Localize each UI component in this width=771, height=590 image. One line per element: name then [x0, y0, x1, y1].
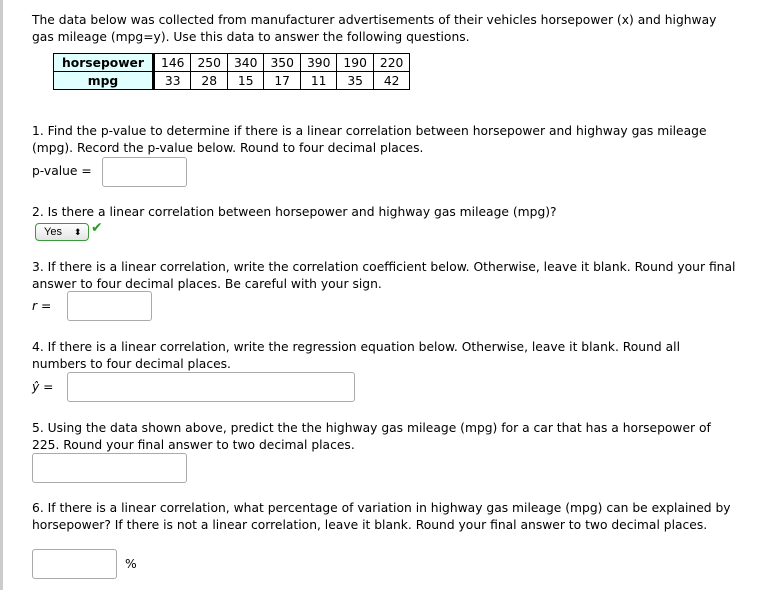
select-value: Yes [44, 226, 62, 238]
p-value-label: p-value = [32, 164, 92, 178]
y-hat-label: ŷ = [32, 380, 54, 394]
correlation-select[interactable] [35, 223, 89, 241]
question-6: 6. If there is a linear correlation, what percentage of variation in highway gas mileage (mpg) can be explained by horsepower? If there is not a linear correlation, leave it blank. Round your final answer to two decimal places. [32, 501, 731, 532]
p-value-input[interactable] [102, 157, 187, 187]
row-header: mpg [54, 72, 154, 90]
cell: 390 [300, 54, 336, 72]
r-label: r = [32, 299, 52, 313]
regression-equation-input[interactable] [67, 372, 355, 402]
cell: 250 [191, 54, 227, 72]
cell: 350 [264, 54, 300, 72]
cell: 11 [300, 72, 336, 90]
table-row [54, 54, 410, 72]
question-1: 1. Find the p-value to determine if there is a linear correlation between horsepower and highway gas mileage (mpg). Record the p-value below. Round to four decimal places. [32, 124, 707, 155]
percentage-input[interactable] [32, 549, 117, 579]
question-4: 4. If there is a linear correlation, write the regression equation below. Otherwise, leave it blank. Round all numbers to four decimal places. [32, 340, 680, 371]
intro-text: The data below was collected from manufacturer advertisements of their vehicles horsepower (x) and highway gas mileage (mpg=y). Use this data to answer the following questions. [32, 13, 717, 44]
percent-unit: % [125, 557, 137, 571]
table-row [54, 72, 410, 90]
cell: 33 [154, 72, 191, 90]
cell: 340 [227, 54, 263, 72]
cell: 28 [191, 72, 227, 90]
row-header: horsepower [54, 54, 154, 72]
correct-check-icon: ✔ [91, 220, 103, 236]
cell: 220 [373, 54, 409, 72]
question-2: 2. Is there a linear correlation between horsepower and highway gas mileage (mpg)? [32, 205, 557, 219]
question-5: 5. Using the data shown above, predict the the highway gas mileage (mpg) for a car that has a horsepower of 225. Round your final answer to two decimal places. [32, 421, 711, 452]
cell: 42 [373, 72, 409, 90]
prediction-input[interactable] [32, 453, 187, 483]
cell: 146 [154, 54, 191, 72]
left-border [0, 0, 3, 590]
cell: 17 [264, 72, 300, 90]
r-input[interactable] [67, 291, 152, 321]
data-table [53, 53, 410, 90]
cell: 15 [227, 72, 263, 90]
question-3: 3. If there is a linear correlation, write the correlation coefficient below. Otherwise, leave it blank. Round your final answer to four decimal places. Be careful with your sign. [32, 260, 736, 291]
cell: 190 [337, 54, 373, 72]
select-arrows-icon: ⬍ [74, 227, 82, 237]
cell: 35 [337, 72, 373, 90]
